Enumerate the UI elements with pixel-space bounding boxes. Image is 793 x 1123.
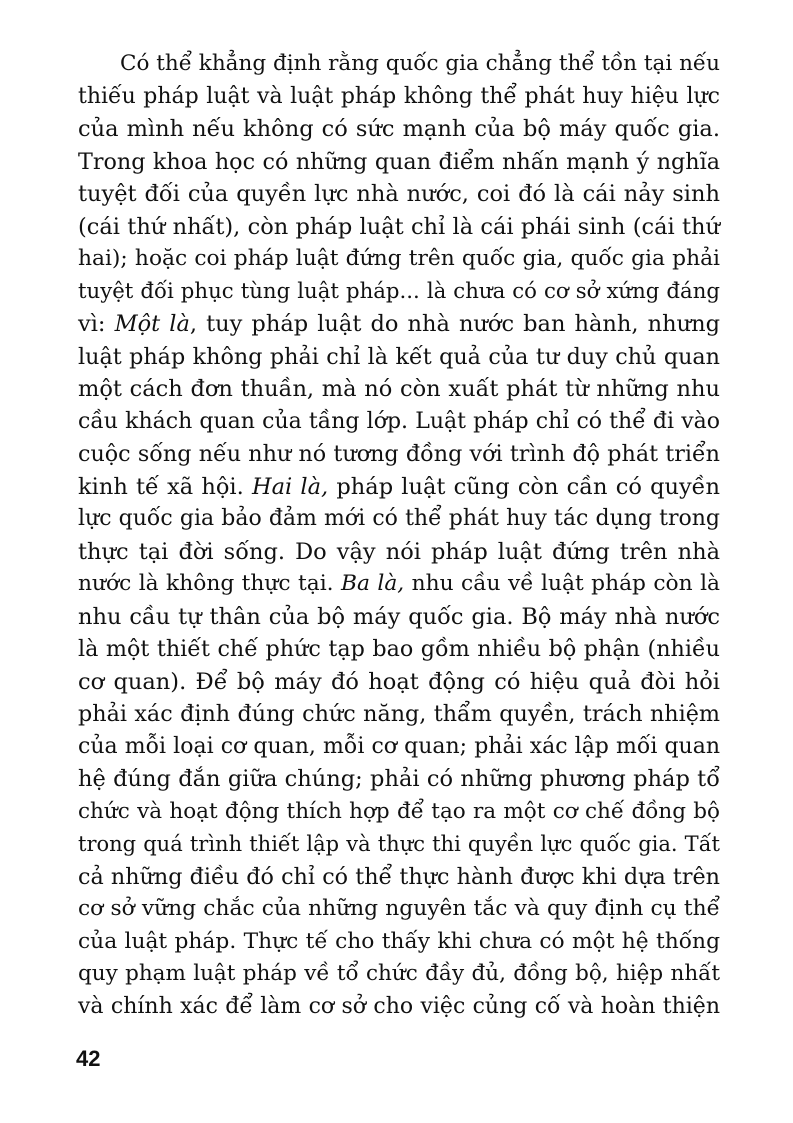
line-text: là một thiết chế phức tạp bao gồm nhiều bộ phận (nhiều xyxy=(78,636,720,662)
line-text: chức và hoạt động thích hợp để tạo ra một cơ chế đồng bộ xyxy=(78,798,720,824)
text-line xyxy=(78,276,720,309)
line-text: cầu khách quan của tầng lớp. Luật pháp chỉ có thể đi vào xyxy=(78,408,720,434)
line-text: cơ sở vững chắc của những nguyên tắc và quy định cụ thể xyxy=(78,896,720,921)
text-line xyxy=(78,308,720,341)
emphasis-text: Hai là, xyxy=(251,473,329,500)
text-line xyxy=(78,568,720,601)
line-text: Trong khoa học có những quan điểm nhấn mạnh ý nghĩa xyxy=(78,148,720,175)
line-text: nước là không thực tại. xyxy=(78,571,341,596)
text-line xyxy=(78,48,720,81)
line-text: cuộc sống nếu như nó tương đồng với trình độ phát triển xyxy=(78,441,720,467)
line-text: Có thể khẳng định rằng quốc gia chẳng thể tồn tại nếu xyxy=(120,51,720,76)
text-line xyxy=(78,731,720,764)
line-text: của luật pháp. Thực tế cho thấy khi chưa có một hệ thống xyxy=(78,928,720,954)
line-text: một cách đơn thuần, mà nó còn xuất phát từ những nhu xyxy=(78,376,720,402)
line-text: thực tại đời sống. Do vậy nói pháp luật đứng trên nhà xyxy=(78,538,720,565)
text-line xyxy=(78,958,720,991)
text-line xyxy=(78,503,720,536)
line-text: pháp luật cũng còn cần có quyền xyxy=(328,473,721,500)
line-text: vì: xyxy=(78,311,115,337)
text-line xyxy=(78,243,720,276)
line-text: nhu cầu tự thân của bộ máy quốc gia. Bộ máy nhà nước xyxy=(78,603,720,630)
line-text: cả những điều đó chỉ có thể thực hành được khi dựa trên xyxy=(78,863,720,890)
line-text: (cái thứ nhất), còn pháp luật chỉ là cái phái sinh (cái thứ xyxy=(78,213,720,240)
line-text: trong quá trình thiết lập và thực thi quyền lực quốc gia. Tất xyxy=(78,832,720,856)
text-line xyxy=(78,698,720,731)
text-line xyxy=(78,341,720,374)
text-line xyxy=(78,146,720,179)
text-line xyxy=(78,926,720,959)
text-line xyxy=(78,796,720,829)
line-text: quy phạm luật pháp về tổ chức đầy đủ, đồng bộ, hiệp nhất xyxy=(78,961,720,986)
text-line xyxy=(78,373,720,406)
text-line xyxy=(78,211,720,244)
text-line xyxy=(78,601,720,634)
line-text: và chính xác để làm cơ sở cho việc củng cố và hoàn thiện xyxy=(78,993,720,1019)
line-text: thiếu pháp luật và luật pháp không thể phát huy hiệu lực xyxy=(78,83,720,109)
line-text: hai); hoặc coi pháp luật đứng trên quốc gia, quốc gia phải xyxy=(78,246,720,271)
line-text: của mỗi loại cơ quan, mỗi cơ quan; phải xác lập mối quan xyxy=(78,733,720,759)
emphasis-text: Một là xyxy=(114,311,190,337)
line-text: , tuy pháp luật do nhà nước ban hành, nhưng xyxy=(189,311,721,337)
text-line xyxy=(78,438,720,471)
text-line xyxy=(78,471,720,504)
text-line xyxy=(78,893,720,926)
text-line xyxy=(78,763,720,796)
line-text: lực quốc gia bảo đảm mới có thể phát huy tác dụng trong xyxy=(78,506,720,531)
body-paragraph xyxy=(78,48,720,1023)
text-line xyxy=(78,991,720,1024)
line-text: tuyệt đối của quyền lực nhà nước, coi đó là cái nảy sinh xyxy=(78,181,720,207)
text-line xyxy=(78,113,720,146)
text-line xyxy=(78,406,720,439)
line-text: hệ đúng đắn giữa chúng; phải có những phương pháp tổ xyxy=(78,766,720,792)
line-text: tuyệt đối phục tùng luật pháp... là chưa có cơ sở xứng đáng xyxy=(78,278,720,304)
text-line xyxy=(78,828,720,861)
text-line xyxy=(78,178,720,211)
line-text: của mình nếu không có sức mạnh của bộ máy quốc gia. xyxy=(78,116,720,142)
line-text: kinh tế xã hội. xyxy=(78,473,252,500)
emphasis-text: Ba là, xyxy=(341,571,405,596)
text-line xyxy=(78,81,720,114)
text-line xyxy=(78,536,720,569)
text-line xyxy=(78,633,720,666)
line-text: luật pháp không phải chỉ là kết quả của tư duy chủ quan xyxy=(78,343,720,370)
text-line xyxy=(78,861,720,894)
page-number: 42 xyxy=(76,1046,101,1071)
text-line xyxy=(78,666,720,699)
line-text: cơ quan). Để bộ máy đó hoạt động có hiệu quả đòi hỏi xyxy=(78,668,720,695)
line-text: nhu cầu về luật pháp còn là xyxy=(404,571,720,596)
line-text: phải xác định đúng chức năng, thẩm quyền, trách nhiệm xyxy=(78,701,720,727)
